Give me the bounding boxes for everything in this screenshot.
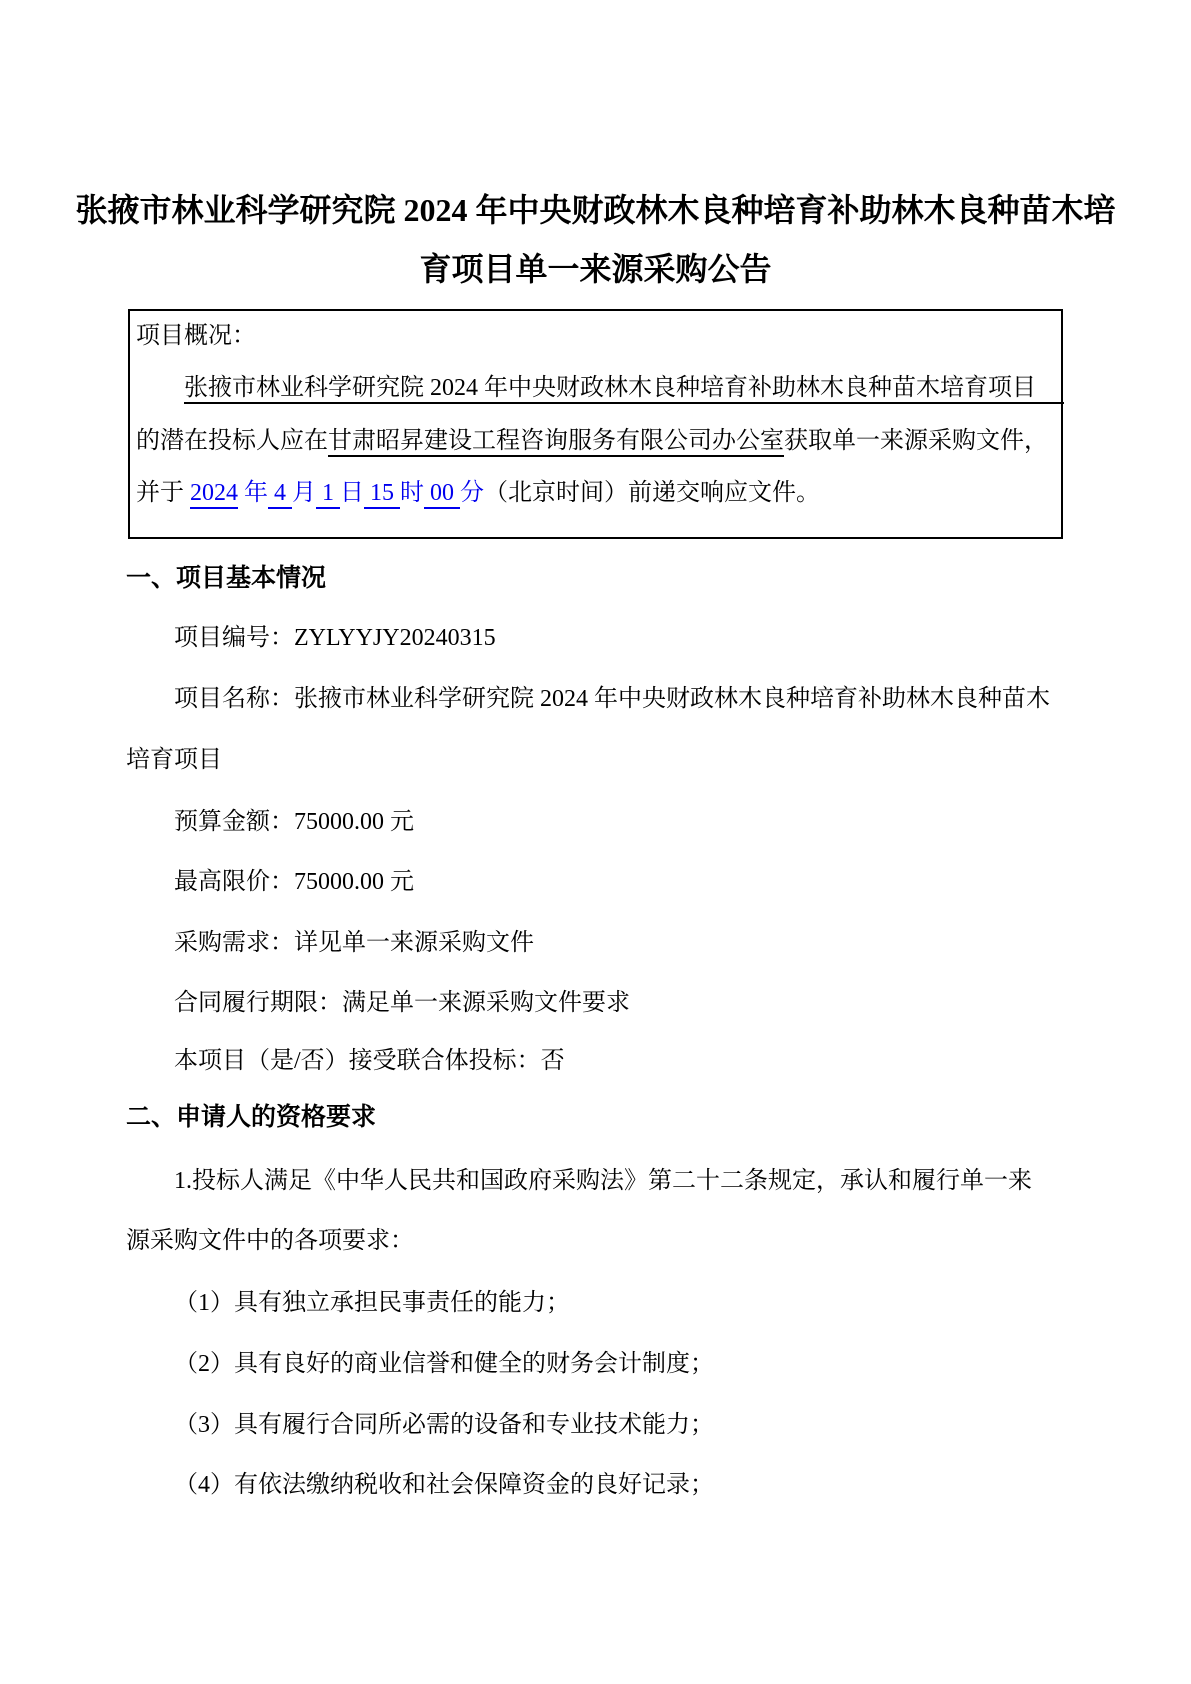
project-number-line: 项目编号：ZYLYYJY20240315 (174, 625, 496, 651)
contract-term-line: 合同履行期限：满足单一来源采购文件要求 (174, 990, 630, 1016)
qualification-item-2: （2）具有良好的商业信誉和健全的财务会计制度； (174, 1351, 714, 1377)
procurement-demand-line: 采购需求：详见单一来源采购文件 (174, 930, 534, 956)
qualification-intro-line-1: 1.投标人满足《中华人民共和国政府采购法》第二十二条规定，承认和履行单一来 (174, 1168, 1032, 1194)
deadline-month: 4 (268, 480, 292, 509)
deadline-minute-unit: 分 (460, 480, 484, 506)
section-1-heading: 一、项目基本情况 (126, 564, 327, 592)
qualification-item-4: （4）有依法缴纳税收和社会保障资金的良好记录； (174, 1472, 714, 1498)
project-name-line-1: 项目名称：张掖市林业科学研究院 2024 年中央财政林木良种培育补助林木良种苗木 (174, 686, 1050, 712)
deadline-month-unit: 月 (292, 480, 316, 506)
overview-project-name-line (136, 373, 1102, 403)
budget-amount-line: 预算金额：75000.00 元 (174, 809, 414, 835)
project-overview-box (128, 309, 1063, 539)
deadline-year-unit: 年 (238, 480, 268, 506)
deadline-timezone-suffix: （北京时间）前递交响应文件。 (484, 480, 820, 506)
qualification-item-3: （3）具有履行合同所必需的设备和专业技术能力； (174, 1412, 714, 1438)
overview-label: 项目概况： (136, 323, 256, 349)
qualification-item-1: （1）具有独立承担民事责任的能力； (174, 1290, 570, 1316)
deadline-hour: 15 (364, 480, 400, 509)
consortium-bid-line: 本项目（是/否）接受联合体投标：否 (174, 1048, 565, 1074)
qualification-intro-line-2: 源采购文件中的各项要求： (126, 1228, 414, 1254)
deadline-prefix: 并于 (136, 480, 190, 506)
overview-deadline-line (136, 478, 1054, 508)
document-title-line-1: 张掖市林业科学研究院 2024 年中央财政林木良种培育补助林木良种苗木培 (75, 192, 1116, 228)
deadline-year: 2024 (190, 480, 238, 509)
overview-agency-line (136, 426, 1054, 456)
document-title-line-2: 育项目单一来源采购公告 (419, 251, 772, 287)
max-price-line: 最高限价：75000.00 元 (174, 869, 414, 895)
agency-suffix: 获取单一来源采购文件， (784, 428, 1048, 454)
agency-name: 甘肃昭昇建设工程咨询服务有限公司办公室 (328, 428, 784, 457)
deadline-hour-unit: 时 (400, 480, 424, 506)
project-name-line-2: 培育项目 (126, 747, 222, 773)
deadline-minute: 00 (424, 480, 460, 509)
agency-prefix: 的潜在投标人应在 (136, 428, 328, 454)
deadline-day: 1 (316, 480, 340, 509)
deadline-day-unit: 日 (340, 480, 364, 506)
section-2-heading: 二、申请人的资格要求 (126, 1103, 377, 1131)
overview-project-name: 张掖市林业科学研究院 2024 年中央财政林木良种培育补助林木良种苗木培育项目 (184, 375, 1064, 404)
